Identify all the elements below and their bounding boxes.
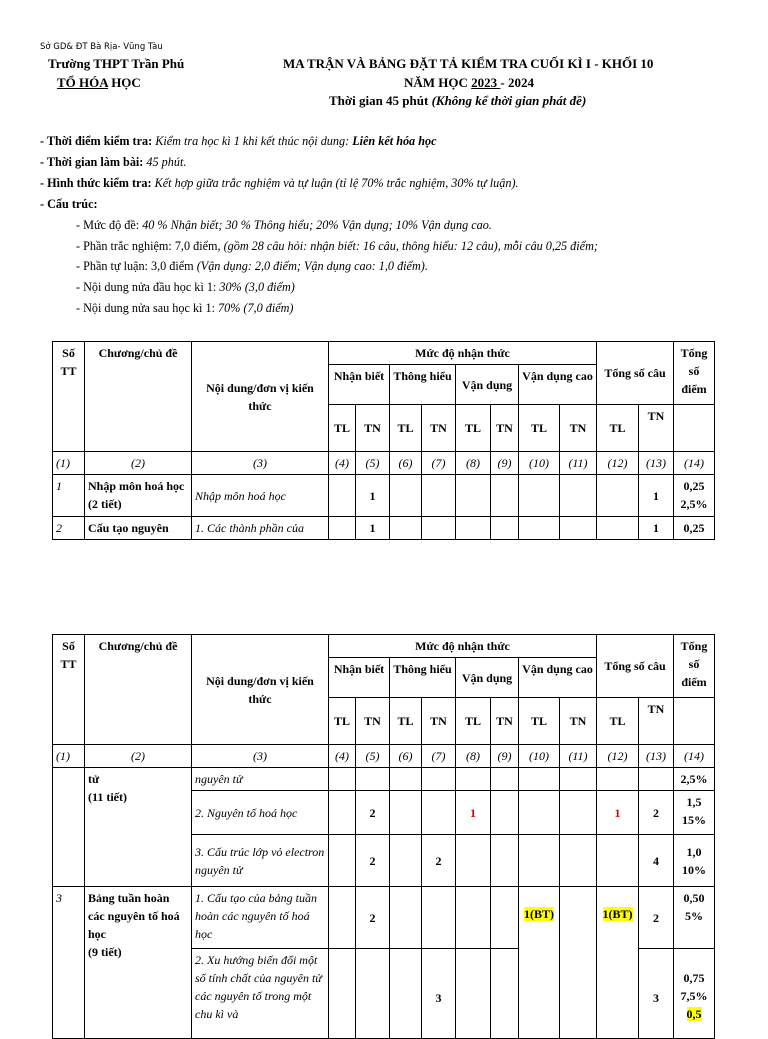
col-number: (14) xyxy=(674,745,715,768)
row-stt: 1 xyxy=(53,475,85,517)
empty-cell xyxy=(491,835,519,887)
header-high-application: Vận dụng cao xyxy=(519,365,597,405)
empty-cell xyxy=(674,698,715,745)
cell-nb-tn: 1 xyxy=(356,517,390,540)
empty-cell xyxy=(519,517,560,540)
header-high-application: Vận dụng cao xyxy=(519,658,597,698)
empty-cell xyxy=(329,768,356,791)
header-tl: TL xyxy=(519,405,560,452)
empty-cell xyxy=(491,517,519,540)
empty-cell xyxy=(560,835,597,887)
col-number: (6) xyxy=(390,452,422,475)
empty-cell xyxy=(597,517,639,540)
empty-cell xyxy=(519,835,560,887)
chapter-name: tử xyxy=(88,772,100,786)
cell-total-tn: 4 xyxy=(639,835,674,887)
empty-cell xyxy=(456,835,491,887)
header-tn: TN xyxy=(422,405,456,452)
matrix-table-page-2 xyxy=(52,634,715,1039)
info-structure-label: - Cấu trúc: xyxy=(40,197,98,211)
cell-total-tl xyxy=(597,887,639,1039)
row-stt: 3 xyxy=(53,887,85,1039)
empty-cell xyxy=(597,835,639,887)
empty-cell xyxy=(560,768,597,791)
col-number: (5) xyxy=(356,745,390,768)
structure-level-text: 40 % Nhận biết; 30 % Thông hiểu; 20% Vận dụng; 10% Vận dụng cao. xyxy=(142,218,492,232)
col-number: (11) xyxy=(560,452,597,475)
empty-cell xyxy=(456,949,491,1039)
col-number: (3) xyxy=(192,745,329,768)
empty-cell xyxy=(390,791,422,835)
empty-cell xyxy=(422,517,456,540)
col-number: (3) xyxy=(192,452,329,475)
empty-cell xyxy=(560,517,597,540)
empty-cell xyxy=(639,768,674,791)
header-tl: TL xyxy=(329,405,356,452)
score-value: 0,50 xyxy=(683,891,705,905)
col-number: (1) xyxy=(53,452,85,475)
row-content: 1. Các thành phần của xyxy=(192,517,329,540)
empty-cell xyxy=(456,517,491,540)
cell-th-tn: 2 xyxy=(422,835,456,887)
score-value: 1,0 xyxy=(686,844,702,859)
team-name-rest: HỌC xyxy=(107,75,141,90)
header-comprehension: Thông hiểu xyxy=(390,658,456,698)
highlighted-value: 1(BT) xyxy=(524,907,554,921)
school-year-suffix: - 2024 xyxy=(500,75,535,90)
cell-nb-tn: 2 xyxy=(356,887,390,949)
header-comprehension: Thông hiểu xyxy=(390,365,456,405)
school-name: Trường THPT Trần Phú xyxy=(48,56,185,71)
header-total-questions: Tổng số câu xyxy=(597,342,674,405)
empty-cell xyxy=(329,517,356,540)
structure-mcq xyxy=(76,239,598,254)
empty-cell xyxy=(597,475,639,517)
exam-duration-note: (Không kể thời gian phát đề) xyxy=(431,93,587,108)
cell-score: 2,5% xyxy=(674,768,715,791)
cell-nb-tn: 2 xyxy=(356,791,390,835)
col-number: (4) xyxy=(329,745,356,768)
header-content: Nội dung/đơn vị kiến thức xyxy=(192,342,329,452)
structure-first-half-text: 30% (3,0 điểm) xyxy=(219,280,295,294)
empty-cell xyxy=(390,768,422,791)
empty-cell xyxy=(456,887,491,949)
cell-score xyxy=(674,887,715,949)
header-recognition: Nhận biết xyxy=(329,658,390,698)
header-tn: TN xyxy=(560,698,597,745)
cell-nb-tn: 1 xyxy=(356,475,390,517)
empty-cell xyxy=(597,768,639,791)
highlighted-value: 0,5 xyxy=(686,1007,702,1021)
col-number: (11) xyxy=(560,745,597,768)
col-number: (9) xyxy=(491,452,519,475)
school-year-mid: 2023 xyxy=(471,75,501,90)
structure-second-half xyxy=(76,301,294,316)
col-number: (13) xyxy=(639,745,674,768)
highlighted-value: 1(BT) xyxy=(602,907,633,921)
col-number: (12) xyxy=(597,745,639,768)
header-total-score: Tổng số điểm xyxy=(674,635,715,698)
team-name-underlined: TỔ HÓA xyxy=(57,75,108,90)
header-tn: TN xyxy=(639,405,674,452)
structure-level-label: - Mức độ đề: xyxy=(76,218,143,232)
row-chapter: Nhập môn hoá học (2 tiết) xyxy=(85,475,192,517)
empty-cell xyxy=(674,405,715,452)
info-exam-time xyxy=(40,134,436,149)
cell-score xyxy=(674,949,715,1039)
row-content: 3. Cấu trúc lớp vỏ electron nguyên tử xyxy=(192,835,329,887)
row-chapter: Cấu tạo nguyên xyxy=(85,517,192,540)
structure-essay xyxy=(76,259,428,274)
info-format-text: Kết hợp giữa trắc nghiệm và tự luận (tỉ lệ 70% trắc nghiệm, 30% tự luận). xyxy=(154,176,519,190)
col-number: (9) xyxy=(491,745,519,768)
chapter-hours: (9 tiết) xyxy=(88,945,122,959)
header-tn: TN xyxy=(422,698,456,745)
empty-cell xyxy=(456,768,491,791)
department-line: Sở GD& ĐT Bà Rịa- Vũng Tàu xyxy=(40,42,163,52)
row-stt xyxy=(53,768,85,887)
header-stt: Số TT xyxy=(53,342,85,452)
info-exam-time-label: - Thời điểm kiểm tra: xyxy=(40,134,156,148)
matrix-table-page-1 xyxy=(52,341,715,540)
col-number: (8) xyxy=(456,745,491,768)
header-total-questions: Tổng số câu xyxy=(597,635,674,698)
header-tl: TL xyxy=(456,698,491,745)
header-tl: TL xyxy=(456,405,491,452)
header-application: Vận dụng xyxy=(456,365,519,405)
empty-cell xyxy=(519,768,560,791)
structure-first-half-label: - Nội dung nửa đầu học kì 1: xyxy=(76,280,220,294)
empty-cell xyxy=(390,475,422,517)
school-year xyxy=(404,75,534,91)
cell-score xyxy=(674,791,715,835)
header-tl: TL xyxy=(597,405,639,452)
empty-cell xyxy=(390,517,422,540)
info-format-label: - Hình thức kiểm tra: xyxy=(40,176,155,190)
empty-cell xyxy=(356,949,390,1039)
empty-cell xyxy=(491,949,519,1039)
empty-cell xyxy=(491,475,519,517)
empty-cell xyxy=(356,768,390,791)
empty-cell xyxy=(560,887,597,1039)
info-duration xyxy=(40,155,186,170)
score-percent: 2,5% xyxy=(680,497,708,511)
score-percent: 15% xyxy=(682,813,707,827)
col-number: (2) xyxy=(85,452,192,475)
header-tl: TL xyxy=(390,405,422,452)
header-chapter: Chương/chủ đề xyxy=(85,342,192,452)
score-percent: 7,5% xyxy=(680,989,708,1003)
empty-cell xyxy=(329,835,356,887)
col-number: (4) xyxy=(329,452,356,475)
empty-cell xyxy=(560,475,597,517)
cell-vdc-tl xyxy=(519,887,560,1039)
header-recognition: Nhận biết xyxy=(329,365,390,405)
col-number: (10) xyxy=(519,452,560,475)
score-value: 1,5 xyxy=(686,795,702,809)
col-number: (13) xyxy=(639,452,674,475)
empty-cell xyxy=(491,887,519,949)
score-percent: 5% xyxy=(685,909,704,923)
exam-duration xyxy=(329,93,586,109)
header-tn: TN xyxy=(356,405,390,452)
cell-score xyxy=(674,835,715,887)
row-stt: 2 xyxy=(53,517,85,540)
info-exam-time-topic: Liên kết hóa học xyxy=(352,134,437,148)
header-total-score: Tổng số điểm xyxy=(674,342,715,405)
row-content: 2. Xu hướng biến đổi một số tính chất của nguyên tử các nguyên tố trong một chu kì và xyxy=(192,949,329,1039)
score-value: 0,75 xyxy=(683,971,705,985)
info-exam-time-text: Kiểm tra học kì 1 khi kết thúc nội dung: xyxy=(155,134,353,148)
row-chapter xyxy=(85,887,192,1039)
empty-cell xyxy=(422,887,456,949)
chapter-hours: (11 tiết) xyxy=(88,790,127,804)
chapter-name: Bảng tuần hoàn các nguyên tố hoá học xyxy=(88,891,180,941)
structure-second-half-label: - Nội dung nửa sau học kì 1: xyxy=(76,301,219,315)
cell-th-tn: 3 xyxy=(422,949,456,1039)
empty-cell xyxy=(390,835,422,887)
header-cognitive-level: Mức độ nhận thức xyxy=(329,635,597,658)
structure-level xyxy=(76,218,492,233)
row-content: nguyên tử xyxy=(192,768,329,791)
structure-essay-label: - Phần tự luận: 3,0 điểm xyxy=(76,259,197,273)
empty-cell xyxy=(329,887,356,949)
empty-cell xyxy=(519,791,560,835)
header-tl: TL xyxy=(329,698,356,745)
school-year-prefix: NĂM HỌC xyxy=(404,75,472,90)
score-percent: 10% xyxy=(682,862,707,877)
col-number: (6) xyxy=(390,745,422,768)
header-tl: TL xyxy=(519,698,560,745)
exam-duration-label: Thời gian 45 phút xyxy=(329,93,432,108)
col-number: (14) xyxy=(674,452,715,475)
header-chapter: Chương/chủ đề xyxy=(85,635,192,745)
empty-cell xyxy=(560,791,597,835)
structure-first-half xyxy=(76,280,295,295)
structure-mcq-text: (gồm 28 câu hỏi: nhận biết: 16 câu, thông hiểu: 12 câu), mỗi câu 0,25 điểm; xyxy=(223,239,598,253)
empty-cell xyxy=(519,475,560,517)
header-tn: TN xyxy=(639,698,674,745)
header-tn: TN xyxy=(491,405,519,452)
col-number: (5) xyxy=(356,452,390,475)
cell-score xyxy=(674,475,715,517)
cell-total-tl: 1 xyxy=(597,791,639,835)
col-number: (10) xyxy=(519,745,560,768)
col-number: (12) xyxy=(597,452,639,475)
cell-total-tn: 2 xyxy=(639,791,674,835)
document-title: MA TRẬN VÀ BẢNG ĐẶT TẢ KIỂM TRA CUỐI KÌ I - KHỐI 10 xyxy=(283,56,654,71)
col-number: (1) xyxy=(53,745,85,768)
header-application: Vận dụng xyxy=(456,658,519,698)
structure-second-half-text: 70% (7,0 điểm) xyxy=(218,301,294,315)
header-tn: TN xyxy=(356,698,390,745)
header-content: Nội dung/đơn vị kiến thức xyxy=(192,635,329,745)
cell-total-tn: 2 xyxy=(639,887,674,949)
row-content: 1. Cấu tạo của bảng tuần hoàn các nguyên tố hoá học xyxy=(192,887,329,949)
col-number: (7) xyxy=(422,745,456,768)
cell-total-tn: 1 xyxy=(639,517,674,540)
empty-cell xyxy=(329,949,356,1039)
empty-cell xyxy=(390,949,422,1039)
cell-vd-tl: 1 xyxy=(456,791,491,835)
empty-cell xyxy=(390,887,422,949)
row-content: 2. Nguyên tố hoá học xyxy=(192,791,329,835)
team-name xyxy=(57,75,141,91)
col-number: (8) xyxy=(456,452,491,475)
structure-mcq-label: - Phần trắc nghiệm: 7,0 điểm, xyxy=(76,239,224,253)
info-format xyxy=(40,176,519,191)
empty-cell xyxy=(491,791,519,835)
header-tn: TN xyxy=(491,698,519,745)
empty-cell xyxy=(422,768,456,791)
empty-cell xyxy=(329,791,356,835)
header-cognitive-level: Mức độ nhận thức xyxy=(329,342,597,365)
row-chapter xyxy=(85,768,192,887)
info-duration-text: 45 phút. xyxy=(146,155,187,169)
col-number: (2) xyxy=(85,745,192,768)
empty-cell xyxy=(422,475,456,517)
cell-score: 0,25 xyxy=(674,517,715,540)
header-tl: TL xyxy=(390,698,422,745)
score-value: 0,25 xyxy=(683,479,705,493)
structure-essay-text: (Vận dụng: 2,0 điểm; Vận dụng cao: 1,0 điểm). xyxy=(196,259,428,273)
info-duration-label: - Thời gian làm bài: xyxy=(40,155,147,169)
header-tn: TN xyxy=(560,405,597,452)
cell-total-tn: 3 xyxy=(639,949,674,1039)
empty-cell xyxy=(456,475,491,517)
empty-cell xyxy=(329,475,356,517)
header-tl: TL xyxy=(597,698,639,745)
row-content: Nhập môn hoá học xyxy=(192,475,329,517)
header-stt: Số TT xyxy=(53,635,85,745)
col-number: (7) xyxy=(422,452,456,475)
cell-nb-tn: 2 xyxy=(356,835,390,887)
cell-total-tn: 1 xyxy=(639,475,674,517)
empty-cell xyxy=(491,768,519,791)
empty-cell xyxy=(422,791,456,835)
